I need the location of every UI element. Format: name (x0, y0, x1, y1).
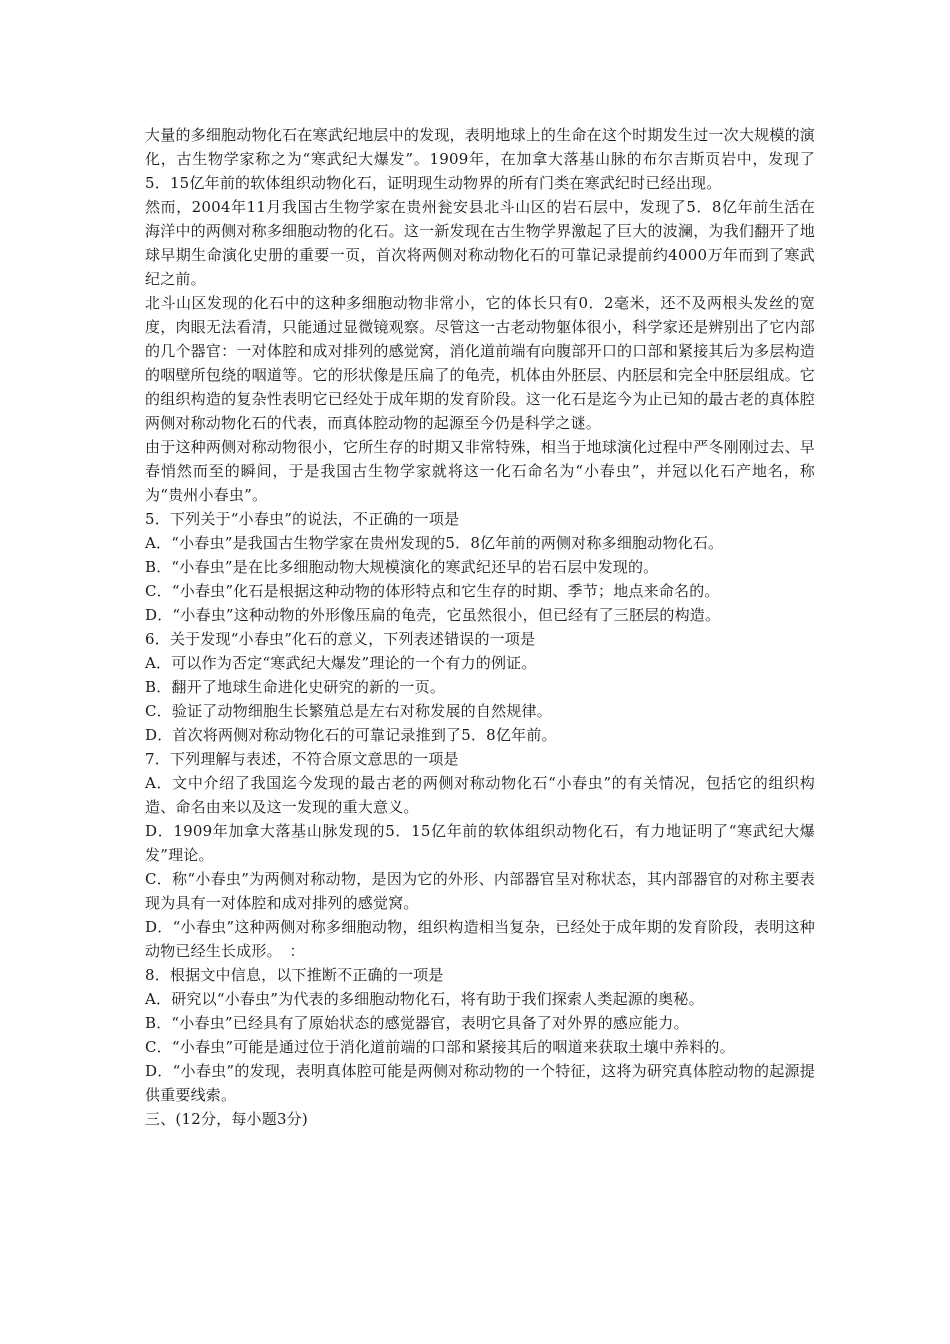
option-c: C．验证了动物细胞生长繁殖总是左右对称发展的自然规律。 (145, 702, 552, 720)
option-b: D．1909年加拿大落基山脉发现的5．15亿年前的软体组织动物化石，有力地证明了“寒武纪大爆发”理论。 (145, 822, 815, 864)
option-c: C．称“小春虫”为两侧对称动物，是因为它的外形、内部器官呈对称状态，其内部器官的对称主要表现为具有一对体腔和成对排列的感觉窝。 (145, 870, 815, 912)
option-c: C．“小春虫”化石是根据这种动物的体形特点和它生存的时期、季节；地点来命名的。 (145, 582, 720, 600)
passage-paragraph-1: 大量的多细胞动物化石在寒武纪地层中的发现，表明地球上的生命在这个时期发生过一次大规模的演化，古生物学家称之为“寒武纪大爆发”。1909年，在加拿大落基山脉的布尔吉斯页岩中，发现了5．15亿年前的软体组织动物化石，证明现生动物界的所有门类在寒武纪时已经出现。 (145, 126, 815, 192)
option-d: D．“小春虫”这种两侧对称多细胞动物，组织构造相当复杂，已经处于成年期的发育阶段，表明这种动物已经生长成形。 ： (145, 918, 815, 960)
question-5 (145, 507, 815, 627)
option-d: D．“小春虫”这种动物的外形像压扁的龟壳，它虽然很小，但已经有了三胚层的构造。 (145, 606, 721, 624)
section-heading: 三、(12分，每小题3分) (145, 1110, 308, 1128)
question-stem: 5．下列关于“小春虫”的说法，不正确的一项是 (145, 510, 460, 528)
question-stem: 7．下列理解与表述，不符合原文意思的一项是 (145, 750, 459, 768)
question-stem: 6．关于发现“小春虫”化石的意义，下列表述错误的一项是 (145, 630, 536, 648)
document-page (145, 123, 815, 1131)
option-a: A．研究以“小春虫”为代表的多细胞动物化石，将有助于我们探索人类起源的奥秘。 (145, 990, 704, 1008)
option-b: B．翻开了地球生命进化史研究的新的一页。 (145, 678, 446, 696)
option-d: D．“小春虫”的发现，表明真体腔可能是两侧对称动物的一个特征，这将为研究真体腔动物的起源提供重要线索。 (145, 1062, 815, 1104)
option-a: A．可以作为否定“寒武纪大爆发”理论的一个有力的例证。 (145, 654, 537, 672)
passage-paragraph-4: 由于这种两侧对称动物很小，它所生存的时期又非常特殊，相当于地球演化过程中严冬刚刚过去、早春悄然而至的瞬间，于是我国古生物学家就将这一化石命名为“小春虫”，并冠以化石产地名，称为“贵州小春虫”。 (145, 438, 815, 504)
option-a: A．“小春虫”是我国古生物学家在贵州发现的5．8亿年前的两侧对称多细胞动物化石。 (145, 534, 724, 552)
passage-paragraph-3: 北斗山区发现的化石中的这种多细胞动物非常小，它的体长只有0．2毫米，还不及两根头发丝的宽度，肉眼无法看清，只能通过显微镜观察。尽管这一古老动物躯体很小，科学家还是辨别出了它内部的几个器官：一对体腔和成对排列的感觉窝，消化道前端有向腹部开口的口部和紧接其后为多层构造的咽壁所包绕的咽道等。它的形状像是压扁了的龟壳，机体由外胚层、内胚层和完全中胚层组成。它的组织构造的复杂性表明它已经处于成年期的发育阶段。这一化石是迄今为止已知的最古老的真体腔两侧对称动物化石的代表，而真体腔动物的起源至今仍是科学之谜。 (145, 294, 815, 432)
option-b: B．“小春虫”是在比多细胞动物大规模演化的寒武纪还早的岩石层中发现的。 (145, 558, 659, 576)
question-6 (145, 627, 815, 747)
passage-paragraph-2: 然而，2004年11月我国古生物学家在贵州瓮安县北斗山区的岩石层中，发现了5．8亿年前生活在海洋中的两侧对称多细胞动物的化石。这一新发现在古生物学界激起了巨大的波澜，为我们翻开了地球早期生命演化史册的重要一页，首次将两侧对称动物化石的可靠记录提前约4000万年而到了寒武纪之前。 (145, 198, 815, 288)
question-8 (145, 963, 815, 1107)
reading-passage (145, 123, 815, 507)
option-a: A．文中介绍了我国迄今发现的最古老的两侧对称动物化石“小春虫”的有关情况，包括它的组织构造、命名由来以及这一发现的重大意义。 (145, 774, 815, 816)
option-c: C．“小春虫”可能是通过位于消化道前端的口部和紧接其后的咽道来获取土壤中养料的。 (145, 1038, 735, 1056)
question-7 (145, 747, 815, 963)
question-stem: 8．根据文中信息，以下推断不正确的一项是 (145, 966, 444, 984)
option-d: D．首次将两侧对称动物化石的可靠记录推到了5．8亿年前。 (145, 726, 557, 744)
option-b: B．“小春虫”已经具有了原始状态的感觉器官，表明它具备了对外界的感应能力。 (145, 1014, 689, 1032)
